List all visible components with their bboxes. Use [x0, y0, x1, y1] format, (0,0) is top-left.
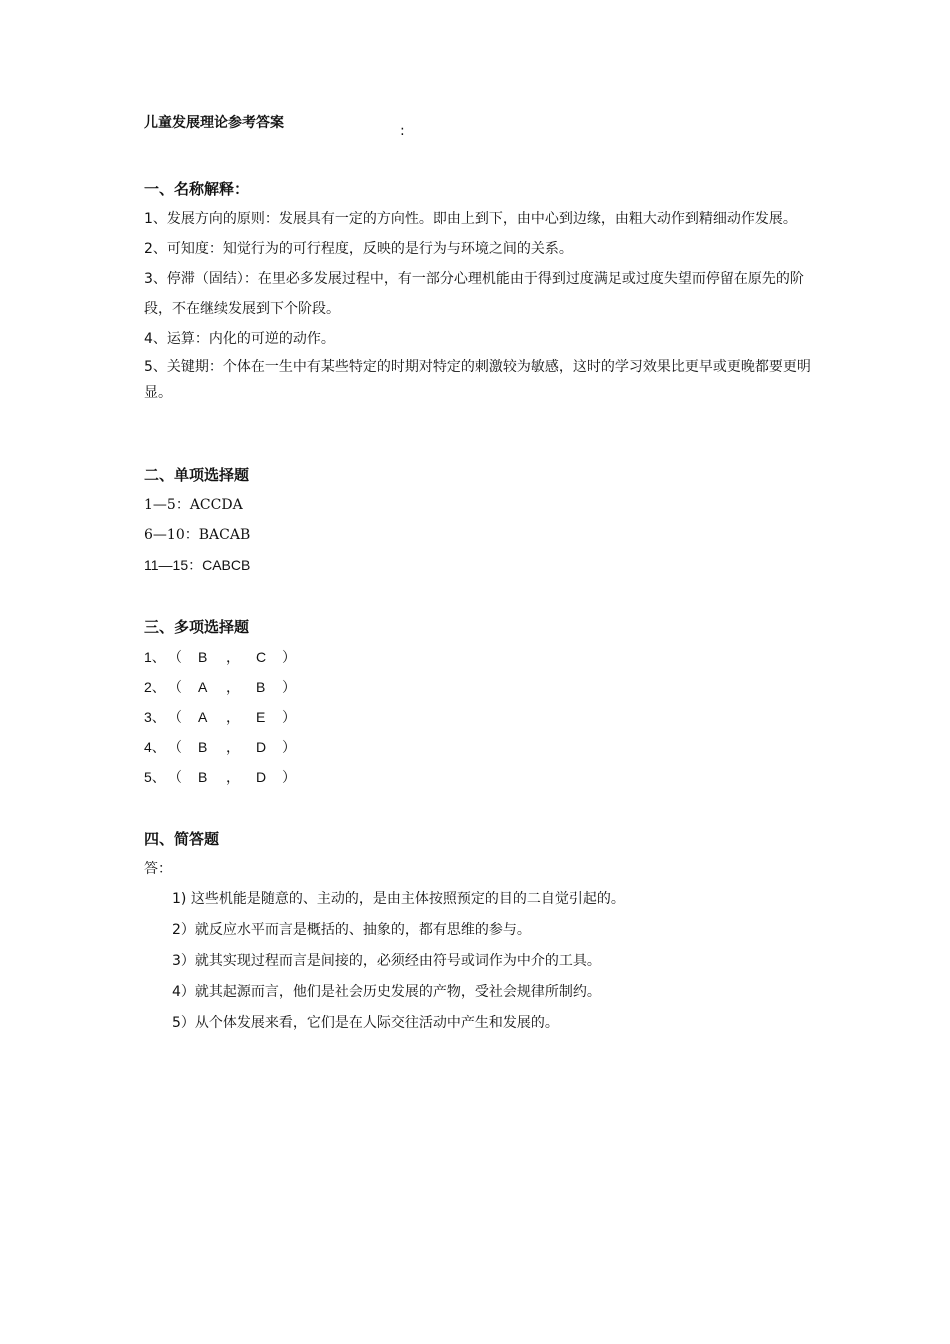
definition-item: 3、停滞（固结）：在里必多发展过程中，有一部分心理机能由于得到过度满足或过度失望而停留在原先的阶段，不在继续发展到下个阶段。	[144, 271, 804, 317]
document-title: 儿童发展理论参考答案	[144, 115, 284, 131]
short-answer-item: 4）就其起源而言，他们是社会历史发展的产物，受社会规律所制约。	[172, 984, 601, 1000]
short-answer-item: 3）就其实现过程而言是间接的，必须经由符号或词作为中介的工具。	[172, 953, 601, 969]
single-choice-answer: 6—10：BACAB	[144, 527, 251, 543]
option-letter: C	[256, 649, 267, 665]
section-heading: 二、单项选择题	[144, 466, 250, 484]
option-letter: B	[198, 739, 208, 755]
single-choice-answer: 11—15：CABCB	[144, 557, 251, 573]
multiple-choice-answer	[144, 762, 814, 792]
question-number: 5、	[144, 769, 166, 785]
separator: ，	[226, 769, 240, 785]
section-single-choice	[144, 460, 814, 580]
open-paren: （	[168, 769, 182, 785]
option-letter: D	[256, 769, 267, 785]
close-paren: ）	[282, 679, 296, 695]
question-number: 2、	[144, 679, 166, 695]
option-letter: D	[256, 739, 267, 755]
section-short-answer	[144, 824, 814, 1039]
definition-item: 1、发展方向的原则：发展具有一定的方向性。即由上到下，由中心到边缘，由粗大动作到精细动作发展。	[144, 211, 797, 227]
multiple-choice-answer	[144, 672, 814, 702]
option-letter: B	[198, 769, 208, 785]
short-answer-item: 1) 这些机能是随意的、主动的，是由主体按照预定的目的二自觉引起的。	[172, 891, 625, 907]
multiple-choice-answer	[144, 642, 814, 672]
open-paren: （	[168, 679, 182, 695]
option-letter: B	[198, 649, 208, 665]
question-number: 1、	[144, 649, 166, 665]
option-letter: B	[256, 679, 266, 695]
close-paren: ）	[282, 769, 296, 785]
close-paren: ）	[282, 649, 296, 665]
single-choice-answer: 1—5：ACCDA	[144, 497, 243, 513]
separator: ，	[226, 649, 240, 665]
short-answer-item: 5）从个体发展来看，它们是在人际交往活动中产生和发展的。	[172, 1015, 559, 1031]
question-number: 3、	[144, 709, 166, 725]
option-letter: A	[198, 679, 208, 695]
definition-item: 2、可知度：知觉行为的可行程度，反映的是行为与环境之间的关系。	[144, 241, 573, 257]
definition-item: 4、运算：内化的可逆的动作。	[144, 331, 335, 347]
option-letter: E	[256, 709, 266, 725]
open-paren: （	[168, 739, 182, 755]
question-number: 4、	[144, 739, 166, 755]
section-definitions	[144, 174, 814, 406]
section-heading: 四、简答题	[144, 830, 220, 848]
separator: ，	[226, 679, 240, 695]
definition-item: 5、关键期：个体在一生中有某些特定的时期对特定的刺激较为敏感，这时的学习效果比更早或更晚都要更明显。	[144, 359, 811, 401]
section-multiple-choice	[144, 612, 814, 792]
stray-mark: :	[400, 123, 405, 139]
section-heading: 一、名称解释：	[144, 180, 250, 198]
multiple-choice-answer	[144, 702, 814, 732]
open-paren: （	[168, 709, 182, 725]
short-answer-item: 2）就反应水平而言是概括的、抽象的，都有思维的参与。	[172, 922, 531, 938]
option-letter: A	[198, 709, 208, 725]
answer-label: 答：	[144, 861, 172, 877]
open-paren: （	[168, 649, 182, 665]
separator: ，	[226, 739, 240, 755]
close-paren: ）	[282, 709, 296, 725]
close-paren: ）	[282, 739, 296, 755]
separator: ，	[226, 709, 240, 725]
multiple-choice-answer	[144, 732, 814, 762]
short-answer-list	[144, 884, 814, 1039]
section-heading: 三、多项选择题	[144, 618, 250, 636]
